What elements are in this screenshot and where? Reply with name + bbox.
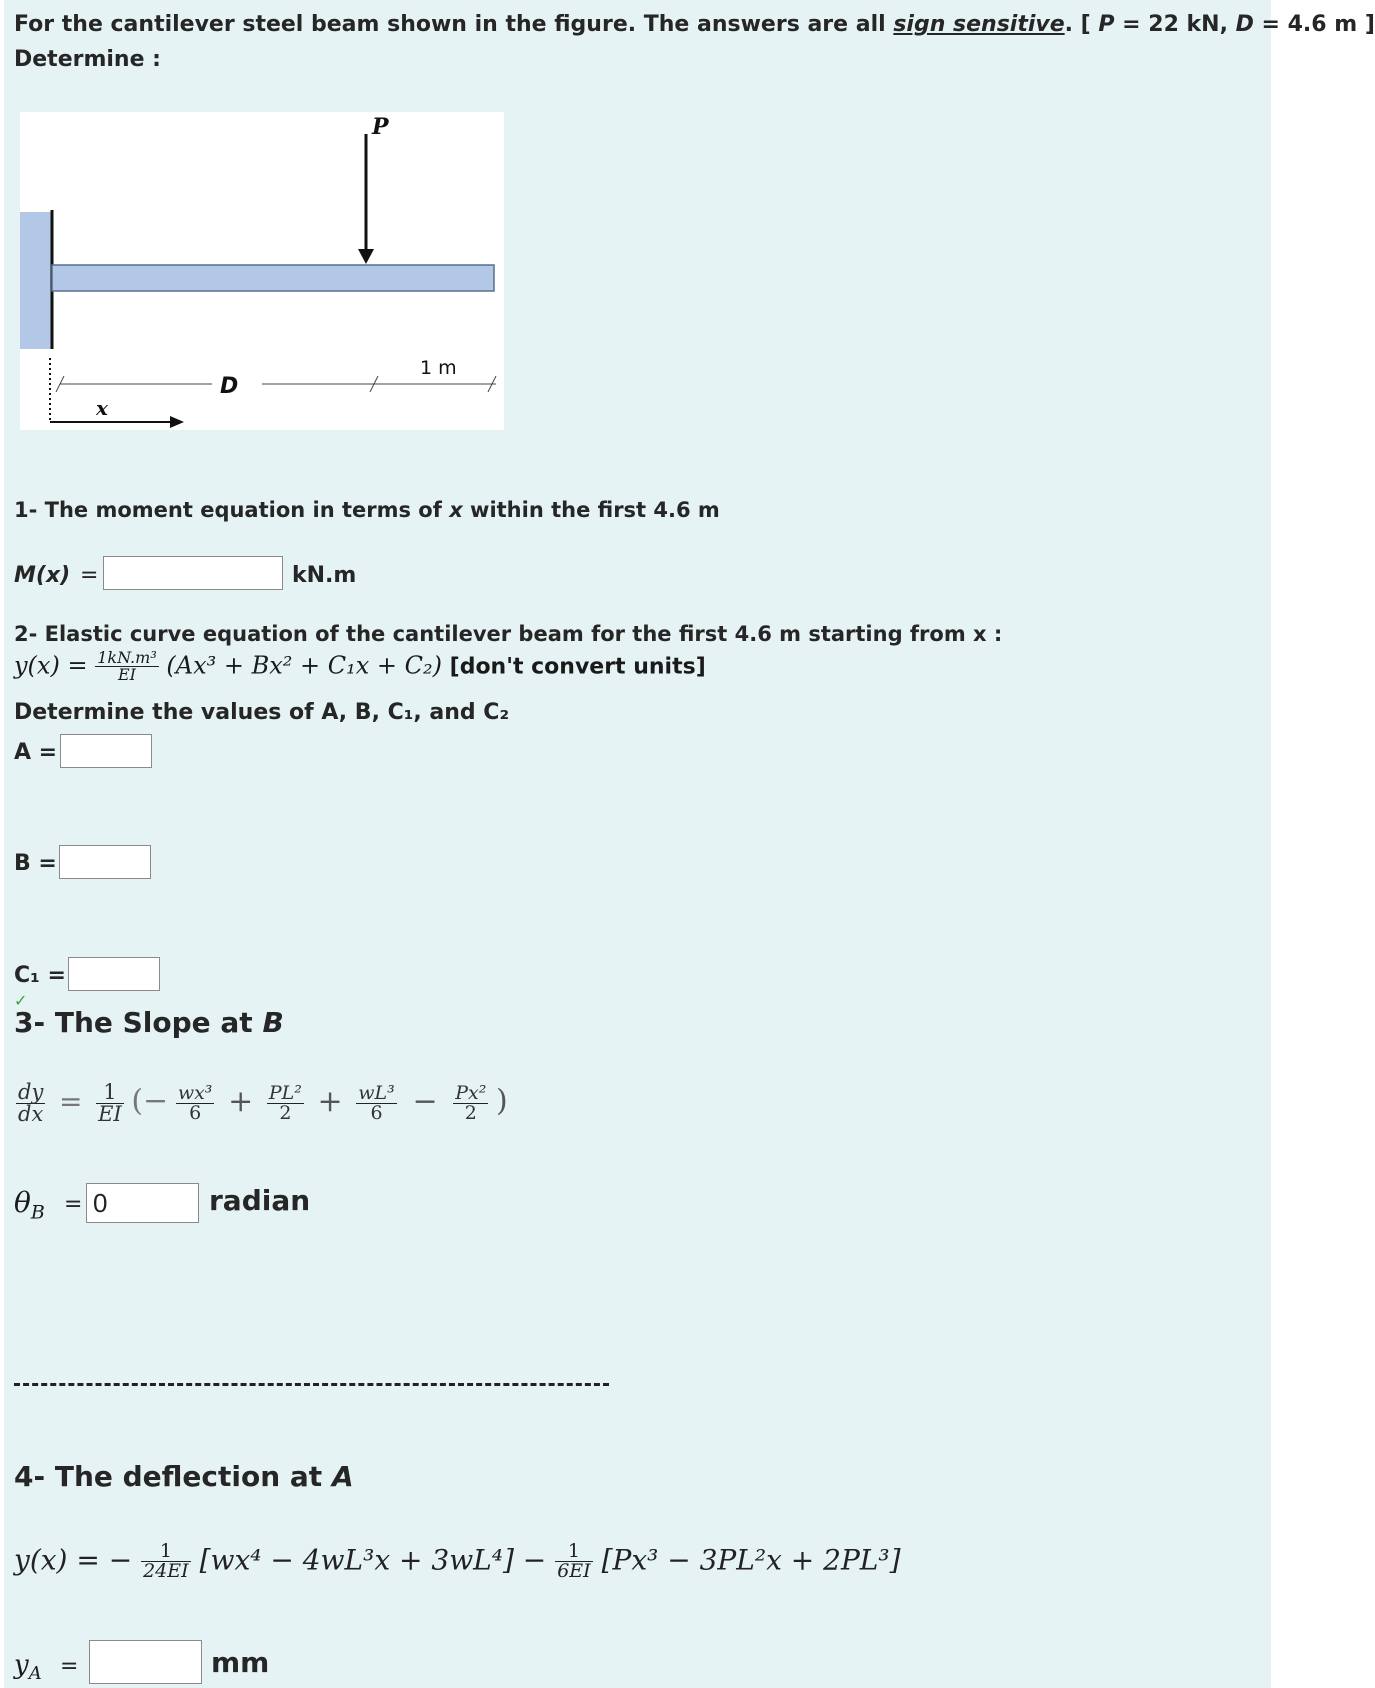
c1-input[interactable]	[68, 957, 160, 991]
x-label: x	[96, 396, 108, 420]
q4-title: 4- The deflection at A	[14, 1460, 354, 1493]
load-label: P	[372, 114, 389, 140]
eq-fraction: $\frac{\text{1kN.m³}}{EI}$	[97, 648, 157, 684]
elastic-curve-equation	[14, 650, 706, 683]
section-divider	[14, 1383, 609, 1386]
q2-determine: Determine the values of A, B, C₁, and C₂	[14, 700, 510, 725]
q2-title: 2- Elastic curve equation of the cantilever beam for the first 4.6 m starting from x :	[14, 622, 1003, 646]
d-value: = 4.6 m ]	[1253, 12, 1375, 37]
check-icon: ✓	[14, 991, 28, 1010]
determine-heading: Determine :	[14, 47, 161, 72]
deflection-input[interactable]	[89, 1640, 202, 1684]
slope-equation: $\frac{dy}{dx}$ = $\frac{1}{EI}$ (− $\frac{\text{wx³}}{6}$ + $\frac{\text{PL²}}{2}$ + $\frac{\text{wL³}}{6}$ − $\frac{\text{Px²}}{2}$ )	[18, 1080, 508, 1126]
theta-b-equals: =	[64, 1192, 83, 1217]
slope-unit: radian	[209, 1184, 311, 1217]
overhang-label: 1 m	[420, 357, 457, 379]
beam-figure	[20, 112, 504, 430]
deflection-unit: mm	[211, 1646, 270, 1679]
sign-sensitive-text: sign sensitive	[893, 12, 1065, 37]
slope-input[interactable]: 0	[86, 1183, 199, 1223]
moment-input[interactable]	[103, 556, 283, 590]
b-input[interactable]	[59, 845, 151, 879]
slope-lhs: $\frac{dy}{dx}$	[18, 1080, 44, 1126]
c1-label: C₁ =	[14, 963, 66, 988]
b-label: B =	[14, 851, 57, 876]
theta-b-label: $\theta_B$	[14, 1186, 45, 1224]
p-value: = 22 kN,	[1114, 12, 1236, 37]
fixed-support	[20, 212, 52, 349]
params-open: [	[1073, 12, 1099, 37]
moment-equals: =	[80, 563, 99, 588]
moment-label: M(x)	[14, 563, 71, 588]
intro-line	[14, 12, 1375, 37]
a-label: A =	[14, 740, 58, 765]
ya-label: $y_A$	[14, 1650, 42, 1685]
ya-equals: =	[60, 1654, 79, 1679]
a-input[interactable]	[60, 734, 152, 768]
beam	[52, 265, 494, 291]
q3-title: 3- The Slope at B	[14, 1006, 284, 1039]
eq-lhs: y(x) =	[14, 651, 88, 680]
q1-title: 1- The moment equation in terms of x within the first 4.6 m	[14, 498, 720, 522]
span-label: D	[220, 374, 239, 399]
deflection-equation: y(x) = − $\frac{1}{24EI}$ [wx⁴ − 4wL³x + 3wL⁴] − $\frac{1}{6EI}$ [Px³ − 3PL²x + 2PL³]	[14, 1540, 901, 1582]
d-variable: D	[1235, 12, 1254, 37]
p-variable: P	[1098, 12, 1115, 37]
eq-body: (Ax³ + Bx² + C₁x + C₂)	[166, 651, 442, 680]
moment-unit: kN.m	[292, 563, 357, 588]
intro-dot: .	[1064, 12, 1074, 37]
eq-note: [don't convert units]	[449, 654, 706, 680]
intro-text: For the cantilever steel beam shown in the figure. The answers are all	[14, 12, 894, 37]
